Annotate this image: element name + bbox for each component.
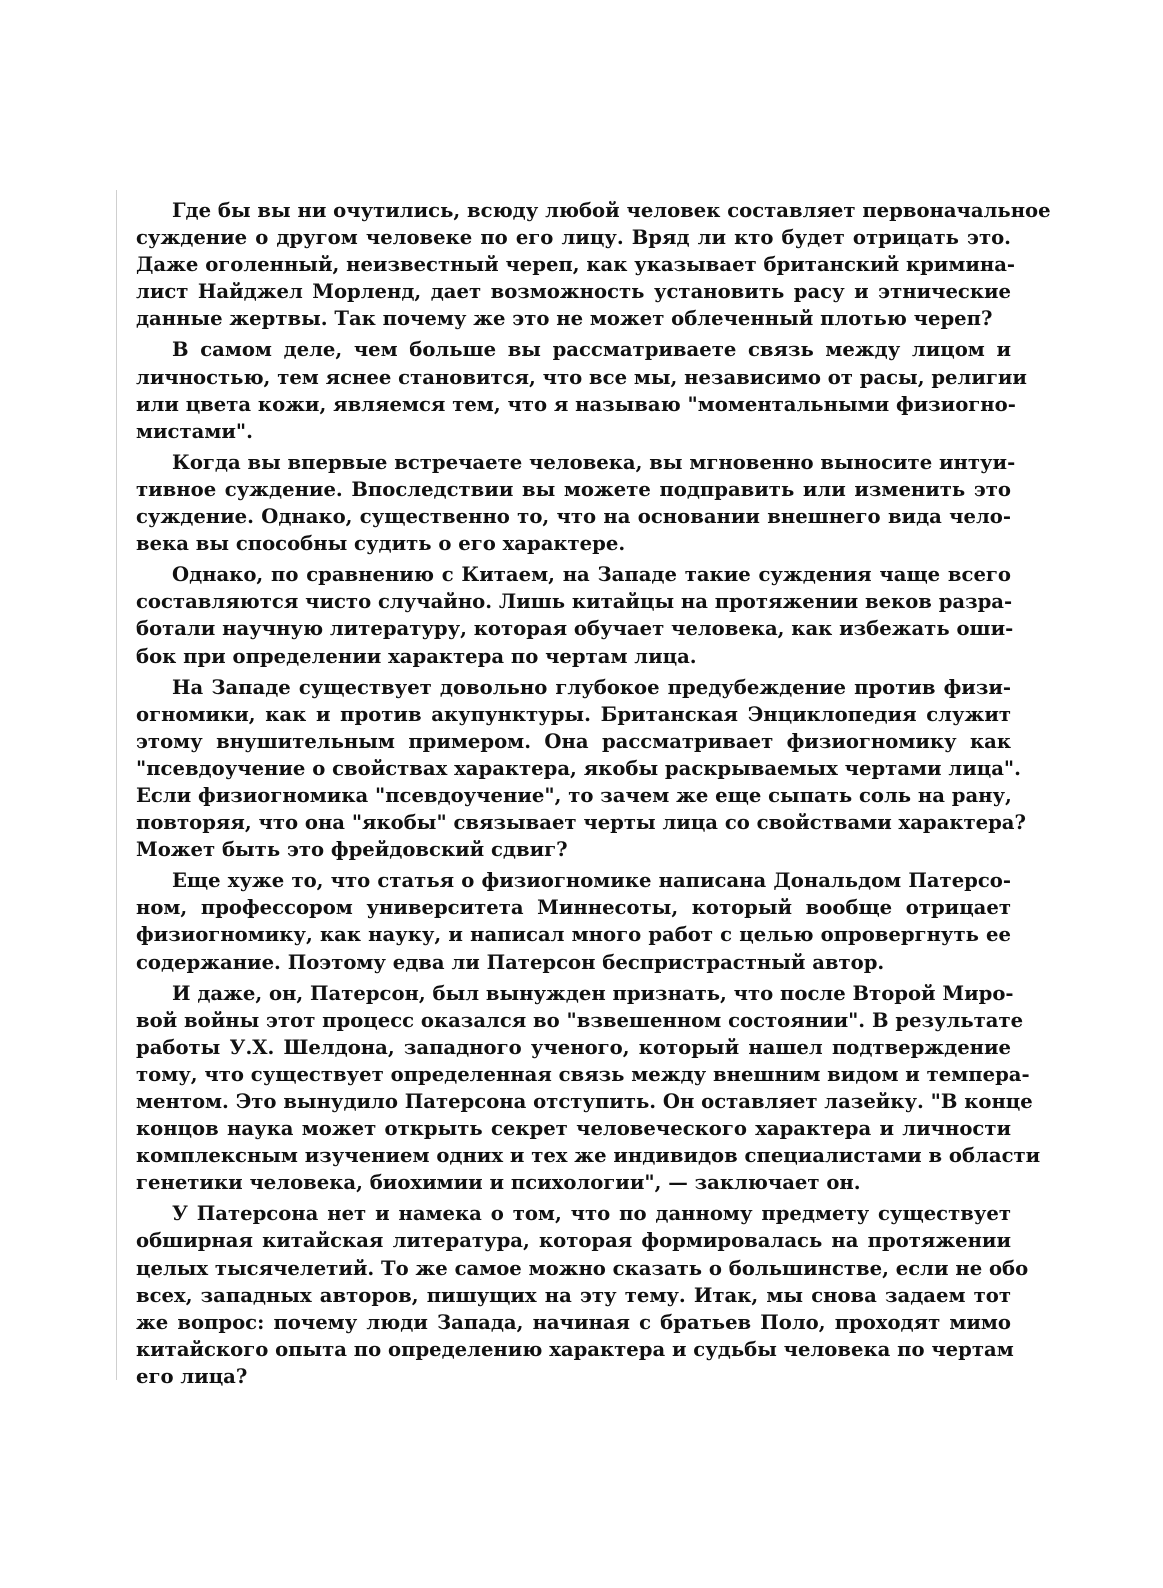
text-line: тивное суждение. Впоследствии вы можете подправить или изменить это — [136, 477, 1011, 501]
text-line: ном, профессором университета Миннесоты, который вообще отрицает — [136, 896, 1011, 920]
text-line: личностью, тем яснее становится, что все мы, независимо от расы, религии — [136, 365, 1027, 389]
text-line: бок при определении характера по чертам лица. — [136, 644, 697, 668]
text-line: лист Найджел Морленд, дает возможность установить расу и этнические — [136, 280, 1011, 304]
text-line: содержание. Поэтому едва ли Патерсон беспристрастный автор. — [136, 950, 885, 974]
text-line: повторяя, что она "якобы" связывает черты лица со свойствами характера? — [136, 811, 1026, 835]
text-line: физиогномику, как науку, и написал много работ с целью опровергнуть ее — [136, 923, 1011, 947]
text-line: комплексным изучением одних и тех же индивидов специалистами в области — [136, 1144, 1041, 1168]
text-line: концов наука может открыть секрет человеческого характера и личности — [136, 1117, 1011, 1141]
text-line: суждение о другом человеке по его лицу. Вряд ли кто будет отрицать это. — [136, 226, 1011, 250]
text-line: Еще хуже то, что статья о физиогномике написана Дональдом Патерсо- — [172, 869, 1011, 893]
text-line: века вы способны судить о его характере. — [136, 532, 626, 556]
page-margin-line — [116, 190, 117, 1380]
text-line: работы У.Х. Шелдона, западного ученого, который нашел подтверждение — [136, 1035, 1011, 1059]
text-line: вой войны этот процесс оказался во "взвешенном состоянии". В результате — [136, 1008, 1024, 1032]
text-line: Когда вы впервые встречаете человека, вы мгновенно выносите интуи- — [172, 450, 1016, 474]
paragraph — [136, 1200, 1029, 1390]
text-line: китайского опыта по определению характера и судьбы человека по чертам — [136, 1337, 1014, 1361]
text-line: огномики, как и против акупунктуры. Британская Энциклопедия служит — [136, 702, 1011, 726]
text-line: Даже оголенный, неизвестный череп, как указывает британский кримина- — [136, 253, 1016, 277]
text-line: И даже, он, Патерсон, был вынужден признать, что после Второй Миро- — [172, 981, 1014, 1005]
text-line: суждение. Однако, существенно то, что на основании внешнего вида чело- — [136, 505, 1011, 529]
paragraph — [136, 197, 1051, 332]
text-line: всех, западных авторов, пишущих на эту тему. Итак, мы снова задаем тот — [136, 1283, 1011, 1307]
text-line: тому, что существует определенная связь между внешним видом и темпера- — [136, 1062, 1030, 1086]
text-line: его лица? — [136, 1364, 248, 1388]
text-line: Однако, по сравнению с Китаем, на Западе такие суждения чаще всего — [172, 563, 1011, 587]
paragraph — [136, 674, 1026, 864]
paragraph — [136, 561, 1014, 669]
text-line: ментом. Это вынудило Патерсона отступить. Он оставляет лазейку. "В конце — [136, 1090, 1033, 1113]
text-line: мистами". — [136, 419, 253, 443]
body-text — [136, 197, 1051, 1394]
paragraph — [136, 980, 1041, 1197]
text-line: На Западе существует довольно глубокое предубеждение против физи- — [172, 675, 1011, 699]
text-line: или цвета кожи, являемся тем, что я называю "моментальными физиогно- — [136, 392, 1016, 416]
text-line: Может быть это фрейдовский сдвиг? — [136, 838, 568, 862]
text-line: составляются чисто случайно. Лишь китайцы на протяжении веков разра- — [136, 590, 1013, 614]
text-line: У Патерсона нет и намека о том, что по данному предмету существует — [172, 1202, 1011, 1226]
text-line: ботали научную литературу, которая обучает человека, как избежать оши- — [136, 617, 1014, 641]
paragraph — [136, 449, 1016, 557]
text-line: целых тысячелетий. То же самое можно сказать о большинстве, если не обо — [136, 1256, 1029, 1280]
text-line: генетики человека, биохимии и психологии", — заключает он. — [136, 1171, 861, 1195]
text-line: этому внушительным примером. Она рассматривает физиогномику как — [136, 729, 1011, 753]
text-line: В самом деле, чем больше вы рассматриваете связь между лицом и — [172, 338, 1011, 362]
text-line: "псевдоучение о свойствах характера, якобы раскрываемых чертами лица". — [136, 756, 1021, 780]
text-line: Если физиогномика "псевдоучение", то зачем же еще сыпать соль на рану, — [136, 783, 1012, 807]
paragraph — [136, 336, 1027, 444]
text-line: данные жертвы. Так почему же это не может облеченный плотью череп? — [136, 307, 993, 331]
text-line: обширная китайская литература, которая формировалась на протяжении — [136, 1229, 1011, 1253]
text-line: же вопрос: почему люди Запада, начиная с братьев Поло, проходят мимо — [136, 1310, 1011, 1334]
text-line: Где бы вы ни очутились, всюду любой человек составляет первоначальное — [172, 199, 1051, 222]
paragraph — [136, 867, 1011, 975]
